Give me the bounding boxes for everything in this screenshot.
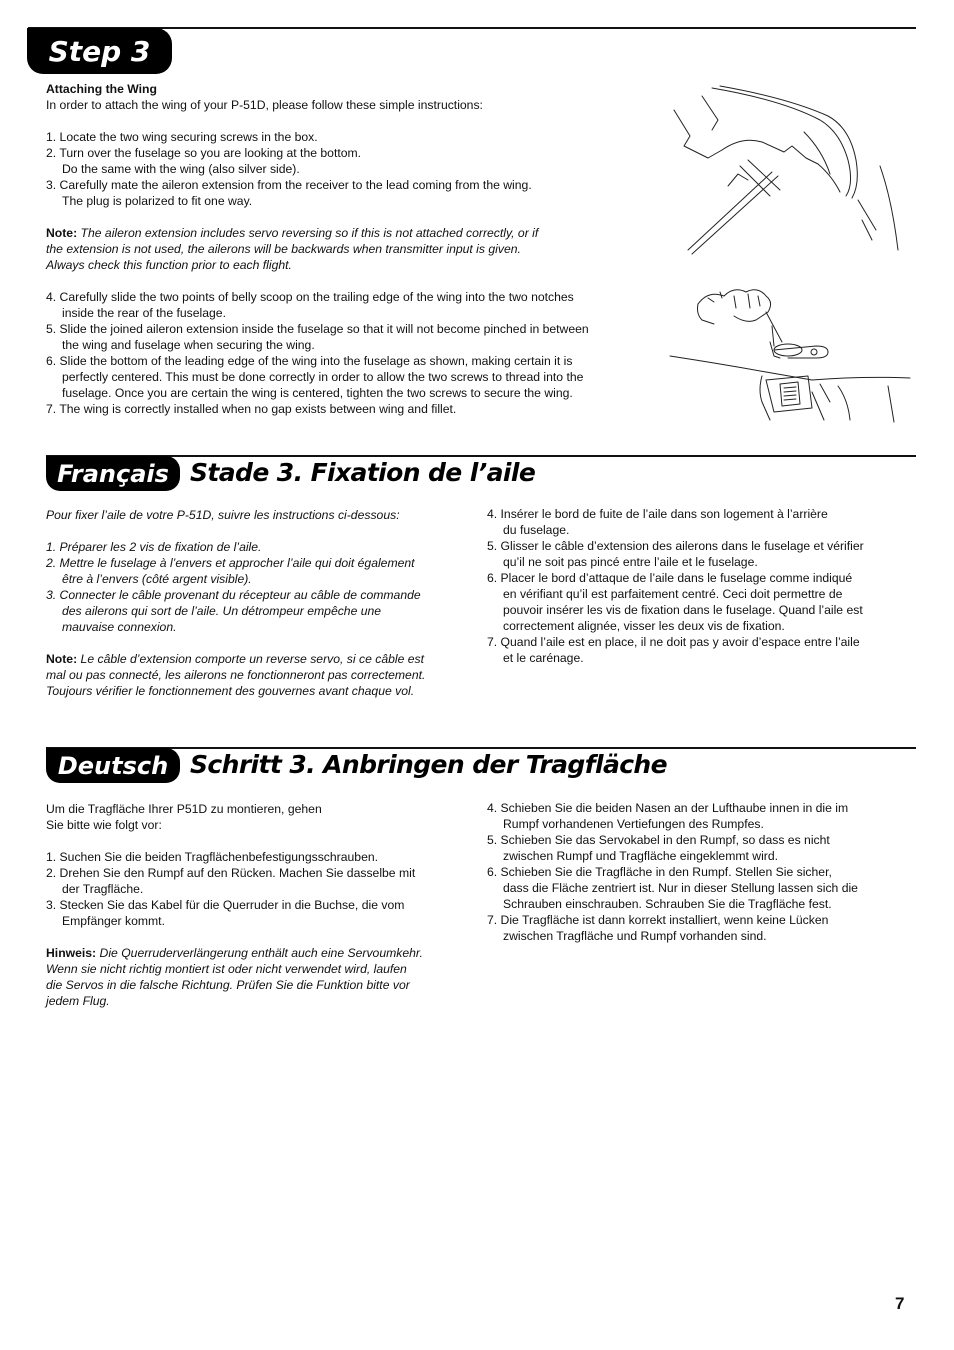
note-line: jedem Flug. [46,994,110,1008]
list-item-cont: qu’il ne soit pas pincé entre l’aile et le fuselage. [503,555,758,569]
list-item-cont: mauvaise connexion. [62,620,177,634]
step3-badge-label: Step 3 [48,34,151,68]
step3-intro: In order to attach the wing of your P-51D, please follow these simple instructions: [46,98,483,112]
fr-rule [46,455,916,457]
list-item-cont: Do the same with the wing (also silver side). [62,162,300,176]
de-rule [46,747,916,749]
note-label: Hinweis: [46,946,97,960]
list-item-cont: zwischen Rumpf und Tragfläche eingeklemmt wird. [503,849,779,863]
fr-badge-label: Français [57,459,169,488]
note-line: Die Querruderverlängerung enthält auch eine Servoumkehr. [99,946,423,960]
note-line: Toujours vérifier le fonctionnement des gouvernes avant chaque vol. [46,684,415,698]
note-line: The aileron extension includes servo reversing so if this is not attached correctly, or if [80,226,539,240]
note-line: Always check this function prior to each flight. [46,258,292,272]
note-line: the extension is not used, the ailerons will be backwards when transmitter input is given. [46,242,521,256]
de-note [46,945,423,961]
note-label: Note: [46,652,78,666]
list-item: 4. Schieben Sie die beiden Nasen an der Lufthaube innen in die im [487,801,849,815]
de-right-column [487,800,858,944]
list-item: 2. Drehen Sie den Rumpf auf den Rücken. Machen Sie dasselbe mit [46,866,416,880]
list-item: 7. Die Tragfläche ist dann korrekt installiert, wenn keine Lücken [487,913,829,927]
list-item-cont: être à l’envers (côté argent visible). [62,572,252,586]
step3-subtitle: Attaching the Wing [46,82,157,96]
fr-intro: Pour fixer l’aile de votre P-51D, suivre les instructions ci-dessous: [46,508,400,522]
fr-badge [46,456,180,491]
list-item-cont: pouvoir insérer les vis de fixation dans le fuselage. Quand l’aile est [503,603,863,617]
list-item: 6. Placer le bord d’attaque de l’aile dans le fuselage comme indiqué [487,571,853,585]
list-item: 3. Connecter le câble provenant du récepteur au câble de commande [46,588,421,602]
list-item: 5. Slide the joined aileron extension inside the fuselage so that it will not become pinched in between [46,322,589,336]
list-item-cont: der Tragfläche. [62,882,144,896]
list-item-cont: en vérifiant qu’il est parfaitement centré. Ceci doit permettre de [503,587,843,601]
list-item-cont: Empfänger kommt. [62,914,165,928]
list-item: 2. Turn over the fuselage so you are looking at the bottom. [46,146,362,160]
note-line: mal ou pas connecté, les ailerons ne fonctionneront pas correctement. [46,668,426,682]
list-item: 5. Glisser le câble d’extension des ailerons dans le fuselage et vérifier [487,539,864,553]
de-intro-line: Sie bitte wie folgt vor: [46,818,162,832]
list-item-cont: du fuselage. [503,523,570,537]
note-line: Wenn sie nicht richtig montiert ist oder nicht verwendet wird, laufen [46,962,407,976]
de-badge-label: Deutsch [57,751,169,780]
step3-note [46,225,589,241]
wing-attachment-illustration [662,80,912,430]
note-line: die Servos in die falsche Richtung. Prüfen Sie die Funktion bitte vor [46,978,410,992]
fr-title: Stade 3. Fixation de l’aile [190,458,536,487]
list-item: 3. Carefully mate the aileron extension from the receiver to the lead coming from the wing. [46,178,532,192]
list-item-cont: zwischen Tragfläche und Rumpf vorhanden sind. [503,929,767,943]
list-item: 6. Schieben Sie die Tragfläche in den Rumpf. Stellen Sie sicher, [487,865,832,879]
list-item-cont: perfectly centered. This must be done correctly in order to allow the two screws to thread into the [62,370,584,384]
list-item-cont: Schrauben einschrauben. Schrauben Sie die Tragfläche fest. [503,897,832,911]
list-item-cont: fuselage. Once you are certain the wing is centered, tighten the two screws to secure the wing. [62,386,573,400]
list-item-cont: The plug is polarized to fit one way. [62,194,253,208]
list-item: 6. Slide the bottom of the leading edge of the wing into the fuselage as shown, making certain it is [46,354,573,368]
page-number: 7 [895,1294,905,1313]
list-item: 4. Insérer le bord de fuite de l’aile dans son logement à l’arrière [487,507,828,521]
list-item: 4. Carefully slide the two points of belly scoop on the trailing edge of the wing into the two notches [46,290,574,304]
list-item: 2. Mettre le fuselage à l’envers et approcher l’aile qui doit également [46,556,415,570]
list-item-cont: et le carénage. [503,651,584,665]
list-item: 7. The wing is correctly installed when no gap exists between wing and fillet. [46,402,457,416]
step3-body [46,81,589,417]
list-item: 1. Suchen Sie die beiden Tragflächenbefestigungsschrauben. [46,850,379,864]
de-intro-line: Um die Tragfläche Ihrer P51D zu montieren, gehen [46,802,322,816]
note-line: Le câble d’extension comporte un reverse servo, si ce câble est [80,652,425,666]
fr-note [46,651,425,667]
list-item: 1. Locate the two wing securing screws in the box. [46,130,318,144]
note-label: Note: [46,226,78,240]
list-item-cont: inside the rear of the fuselage. [62,306,226,320]
list-item-cont: des ailerons qui sort de l’aile. Un détrompeur empêche une [62,604,382,618]
list-item: 7. Quand l’aile est en place, il ne doit pas y avoir d’espace entre l’aile [487,635,860,649]
list-item: 3. Stecken Sie das Kabel für die Querruder in die Buchse, die vom [46,898,405,912]
de-title: Schritt 3. Anbringen der Tragfläche [190,750,667,779]
list-item-cont: dass die Fläche zentriert ist. Nur in dieser Stellung lassen sich die [503,881,858,895]
list-item-cont: correctement alignée, visser les deux vis de fixation. [503,619,785,633]
fr-right-column [487,506,864,666]
list-item-cont: Rumpf vorhandenen Vertiefungen des Rumpfes. [503,817,764,831]
de-left-column [46,801,423,1009]
list-item: 5. Schieben Sie das Servokabel in den Rumpf, so dass es nicht [487,833,830,847]
list-item: 1. Préparer les 2 vis de fixation de l’aile. [46,540,262,554]
de-badge [46,748,180,783]
step3-badge [27,28,172,74]
fr-left-column [46,507,425,699]
list-item-cont: the wing and fuselage when securing the wing. [62,338,315,352]
